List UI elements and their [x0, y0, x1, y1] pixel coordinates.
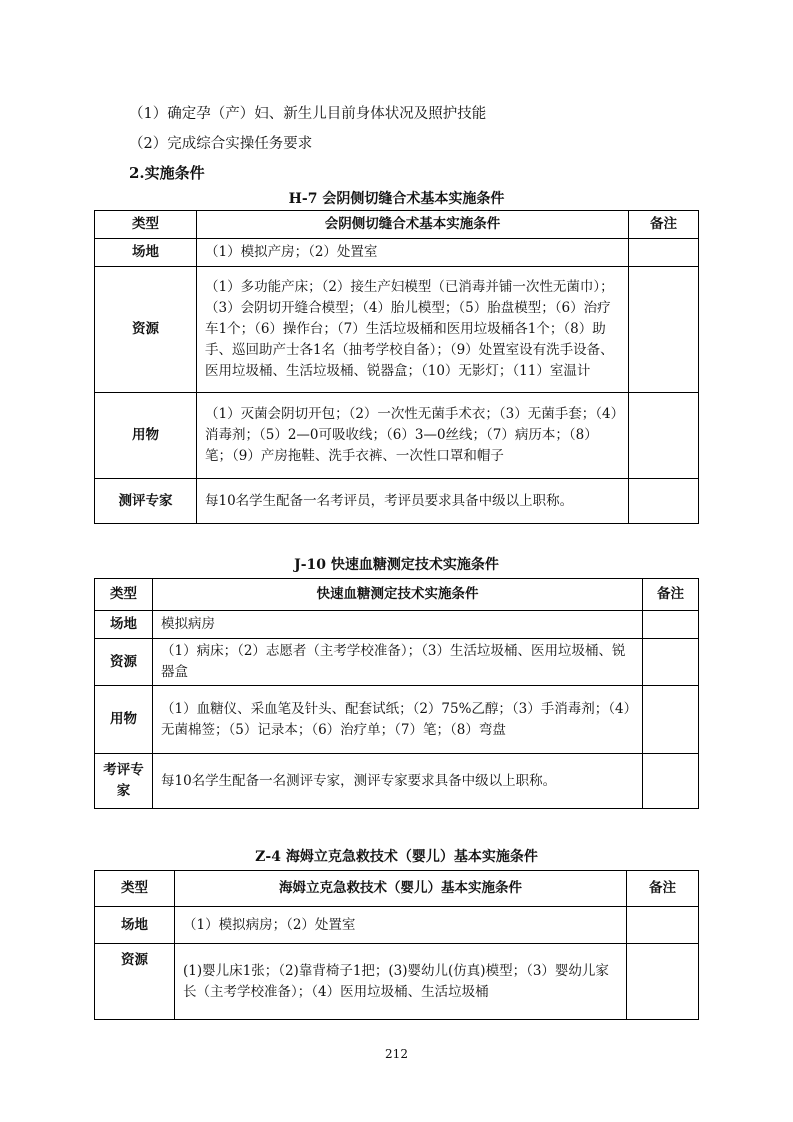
row-content: （1）血糖仪、采血笔及针头、配套试纸；（2）75%乙醇；（3）手消毒剂；（4）无菌棉签；（5）记录本；（6）治疗单；（7）笔；（8）弯盘 [153, 686, 643, 754]
row-note [643, 754, 699, 809]
row-note [627, 907, 699, 944]
intro-line-1: （1）确定孕（产）妇、新生儿目前身体状况及照护技能 [129, 106, 487, 122]
table-caption-h7: H-7 会阴侧切缝合术基本实施条件 [288, 191, 505, 207]
row-note [629, 267, 699, 393]
row-content: 每10名学生配备一名考评员，考评员要求具备中级以上职称。 [197, 479, 629, 524]
row-label: 测评专家 [95, 479, 197, 524]
row-label: 考评专家 [95, 754, 153, 809]
table-caption-z4: Z-4 海姆立克急救技术（婴儿）基本实施条件 [255, 849, 538, 865]
header-note: 备注 [627, 871, 699, 907]
table-h7 [94, 210, 699, 524]
header-type: 类型 [95, 211, 197, 239]
row-content: 模拟病房 [153, 611, 643, 639]
header-conditions: 会阴侧切缝合术基本实施条件 [197, 211, 629, 239]
row-label: 用物 [95, 686, 153, 754]
header-note: 备注 [629, 211, 699, 239]
row-label: 资源 [95, 944, 175, 1020]
row-note [629, 393, 699, 479]
table-caption-j10: J-10 快速血糖测定技术实施条件 [294, 557, 499, 573]
table-z4 [94, 870, 699, 1020]
row-note [643, 639, 699, 686]
section-title: 2.实施条件 [129, 164, 205, 182]
row-label: 场地 [95, 907, 175, 944]
row-note [643, 686, 699, 754]
header-type: 类型 [95, 579, 153, 611]
row-note [627, 944, 699, 1020]
row-label: 用物 [95, 393, 197, 479]
header-conditions: 快速血糖测定技术实施条件 [153, 579, 643, 611]
header-conditions: 海姆立克急救技术（婴儿）基本实施条件 [175, 871, 627, 907]
header-note: 备注 [643, 579, 699, 611]
header-type: 类型 [95, 871, 175, 907]
row-note [629, 239, 699, 267]
row-label: 资源 [95, 639, 153, 686]
row-label: 资源 [95, 267, 197, 393]
row-content: (1)婴儿床1张；（2)靠背椅子1把；(3)婴幼儿(仿真)模型；（3）婴幼儿家长（主考学校准备）；（4）医用垃圾桶、生活垃圾桶 [175, 944, 627, 1020]
row-content: （1）病床；（2）志愿者（主考学校准备）；（3）生活垃圾桶、医用垃圾桶、锐器盒 [153, 639, 643, 686]
page-number: 212 [385, 1047, 408, 1061]
row-note [629, 479, 699, 524]
row-content: （1）灭菌会阴切开包；（2）一次性无菌手术衣；（3）无菌手套；（4）消毒剂；（5）2—0可吸收线；（6）3—0丝线；（7）病历本；（8）笔；（9）产房拖鞋、洗手衣裤、一次性口罩和帽子 [197, 393, 629, 479]
intro-line-2: （2）完成综合实操任务要求 [129, 136, 313, 152]
row-content: （1）多功能产床；（2）接生产妇模型（已消毒并铺一次性无菌巾）；（3）会阴切开缝合模型；（4）胎儿模型；（5）胎盘模型；（6）治疗车1个；（6）操作台；（7）生活垃圾桶和医用垃圾桶各1个；（8）助手、巡回助产士各1名（抽考学校自备）；（9）处置室设有洗手设备、医用垃圾桶、生活垃圾桶、锐器盒；（10）无影灯；（11）室温计 [197, 267, 629, 393]
row-content: （1）模拟病房；（2）处置室 [175, 907, 627, 944]
table-j10 [94, 578, 699, 809]
row-note [643, 611, 699, 639]
row-label: 场地 [95, 239, 197, 267]
row-label: 场地 [95, 611, 153, 639]
row-content: （1）模拟产房；（2）处置室 [197, 239, 629, 267]
row-content: 每10名学生配备一名测评专家，测评专家要求具备中级以上职称。 [153, 754, 643, 809]
